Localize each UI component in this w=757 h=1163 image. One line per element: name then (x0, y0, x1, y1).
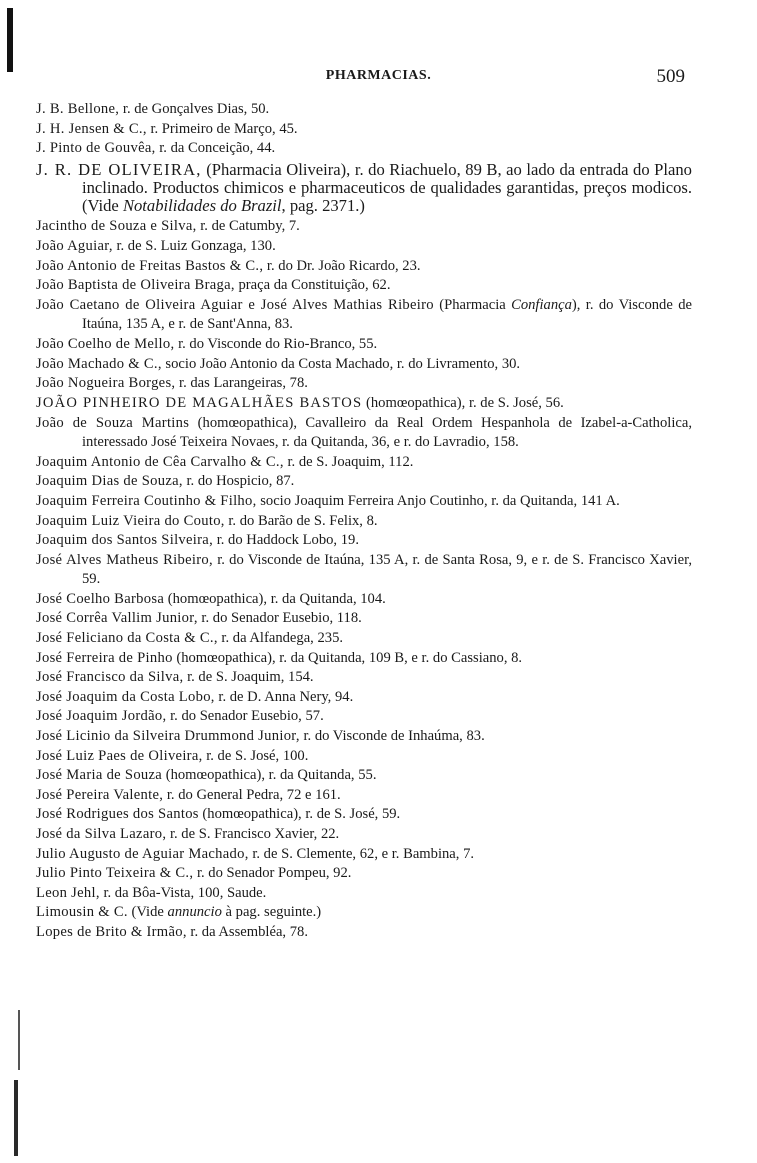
entry-name: José Joaquim Jordão, (36, 708, 167, 725)
list-item (36, 257, 692, 277)
list-item (36, 492, 692, 512)
list-item (36, 453, 692, 473)
pharmacy-list (36, 100, 692, 943)
list-item (36, 551, 692, 590)
entry-address: r. de S. Luiz Gonzaga, 130. (112, 237, 276, 254)
entry-name: J. B. Bellone, (36, 101, 120, 117)
entry-name: José Joaquim da Costa Lobo, (36, 688, 215, 705)
entry-pharmacy-name: Confiança (511, 296, 572, 313)
entry-name: João Antonio de Freitas Bastos & C., (36, 257, 264, 274)
list-item (36, 668, 692, 688)
list-item (36, 355, 692, 375)
entry-address: (homœopathica), r. de S. José, 56. (362, 394, 564, 411)
list-item (36, 903, 692, 923)
list-item (36, 786, 692, 806)
list-item (36, 217, 692, 237)
list-item (36, 727, 692, 747)
page-number: 509 (656, 66, 685, 87)
list-item (36, 805, 692, 825)
list-item-featured (36, 161, 692, 216)
entry-name: José Feliciano da Costa & C., (36, 630, 218, 647)
list-item (36, 747, 692, 767)
list-item (36, 864, 692, 884)
entry-name: Joaquim dos Santos Silveira, (36, 532, 214, 549)
entry-address: (homœopathica), r. da Quitanda, 55. (162, 767, 377, 784)
list-item (36, 296, 692, 335)
entry-address: r. do Senador Pompeu, 92. (193, 865, 352, 882)
entry-address: r. de Gonçalves Dias, 50. (119, 101, 270, 117)
entry-address: r. de S. José, 100. (202, 747, 309, 764)
entry-name: João Nogueira Borges, (36, 375, 176, 392)
entry-reference: Notabilidades do Brazil (122, 196, 282, 216)
entry-address: r. de S. Joaquim, 154. (183, 669, 314, 686)
entry-name: José Alves Matheus Ribeiro, (36, 551, 213, 568)
entry-name: José Luiz Paes de Oliveira, (36, 747, 203, 764)
entry-name: Jacintho de Souza e Silva, (36, 218, 197, 235)
entry-address: (Pharmacia Oliveira), r. do Riachuelo, 89 B, ao lado da entrada do Plano inclinado. Productos chimicos e pharmaceuticos de qualidades garantidas, preços modicos. (Vide (82, 159, 692, 216)
entry-reference-tail: , pag. 2371.) (281, 196, 365, 216)
list-item (36, 629, 692, 649)
entry-address: r. da Assembléa, 78. (186, 923, 308, 940)
entry-address: r. do Visconde de Itaúna, 135 A, r. de Santa Rosa, 9, e r. de S. Francisco Xavier, 59. (82, 551, 692, 588)
list-item (36, 590, 692, 610)
entry-address: r. da Conceição, 44. (155, 140, 276, 157)
entry-address: r. da Bôa-Vista, 100, Saude. (99, 884, 267, 901)
entry-address: r. da Alfandega, 235. (217, 630, 344, 647)
entry-address: r. do Haddock Lobo, 19. (213, 532, 359, 549)
list-item (36, 884, 692, 904)
list-item (36, 923, 692, 943)
entry-address: r. Primeiro de Março, 45. (146, 120, 298, 137)
entry-reference: annuncio (167, 904, 222, 921)
list-item (36, 237, 692, 257)
entry-address: r. do Barão de S. Felix, 8. (224, 512, 378, 529)
list-item (36, 472, 692, 492)
list-item (36, 845, 692, 865)
entry-name: Joaquim Antonio de Cêa Carvalho & C., (36, 453, 284, 470)
list-item (36, 139, 692, 159)
list-item-featured (36, 394, 692, 414)
entry-name: Leon Jehl, (36, 884, 100, 901)
entry-name: João Caetano de Oliveira Aguiar e José Alves Mathias Ribeiro (36, 296, 434, 313)
entry-name: Julio Augusto de Aguiar Machado, (36, 845, 249, 862)
entry-name: José Rodrigues dos Santos (36, 806, 199, 823)
entry-name: João Aguiar, (36, 237, 113, 254)
entry-reference-tail: à pag. seguinte.) (221, 904, 322, 921)
entry-name: João Baptista de Oliveira Braga, (36, 277, 235, 294)
entry-name: Julio Pinto Teixeira & C., (36, 865, 194, 882)
entry-name: Limousin & C. (36, 904, 128, 921)
entry-address: r. do General Pedra, 72 e 161. (163, 786, 341, 803)
list-item (36, 531, 692, 551)
binding-mark-side (18, 1010, 20, 1070)
binding-mark-bottom (14, 1080, 18, 1156)
entry-address: r. do Dr. João Ricardo, 23. (263, 257, 421, 274)
list-item (36, 100, 692, 120)
list-item (36, 766, 692, 786)
list-item (36, 335, 692, 355)
entry-address: praça da Constituição, 62. (234, 277, 391, 294)
entry-address: r. de S. Francisco Xavier, 22. (166, 826, 340, 842)
entry-name: João Machado & C., (36, 355, 162, 372)
binding-mark-top (7, 8, 13, 72)
entry-address: r. de S. Joaquim, 112. (283, 453, 414, 470)
entry-name: José Ferreira de Pinho (36, 649, 173, 666)
list-item (36, 276, 692, 296)
entry-address: (Vide (127, 904, 168, 921)
list-item (36, 512, 692, 532)
entry-address: r. do Visconde de Inhaúma, 83. (299, 728, 485, 745)
entry-address: socio João Antonio da Costa Machado, r. do Livramento, 30. (161, 355, 521, 372)
entry-address: r. do Senador Eusebio, 118. (197, 610, 362, 627)
list-item (36, 825, 692, 845)
entry-address: r. de D. Anna Nery, 94. (214, 688, 354, 705)
page-header (0, 66, 757, 90)
entry-name: José Maria de Souza (36, 767, 163, 784)
entry-address: r. das Larangeiras, 78. (175, 375, 308, 392)
entry-address: socio Joaquim Ferreira Anjo Coutinho, r. da Quitanda, 141 A. (256, 492, 620, 509)
entry-address: r. de Catumby, 7. (196, 218, 300, 235)
entry-address: (homœopathica), r. da Quitanda, 104. (164, 590, 386, 607)
entry-name: Lopes de Brito & Irmão, (36, 923, 187, 940)
running-title: PHARMACIAS. (325, 68, 432, 83)
entry-address: r. de S. Clemente, 62, e r. Bambina, 7. (248, 845, 475, 862)
entry-name: Joaquim Ferreira Coutinho & Filho, (36, 492, 257, 509)
entry-name: João de Souza Martins (36, 414, 190, 431)
entry-address: (Pharmacia (433, 296, 512, 313)
entry-name: JOÃO PINHEIRO DE MAGALHÃES BASTOS (36, 394, 363, 411)
entry-name: João Coelho de Mello, (36, 335, 175, 352)
entry-name: Joaquim Dias de Souza, (36, 473, 183, 490)
entry-name: José Francisco da Silva, (36, 669, 184, 686)
list-item (36, 120, 692, 140)
list-item (36, 688, 692, 708)
entry-address: (homœopathica), r. da Quitanda, 109 B, e r. do Cassiano, 8. (172, 649, 523, 666)
entry-name: José Licinio da Silveira Drummond Junior, (36, 728, 300, 745)
entry-name: J. Pinto de Gouvêa, (36, 140, 156, 157)
list-item (36, 374, 692, 394)
entry-address: r. do Hospicio, 87. (182, 473, 295, 490)
list-item (36, 414, 692, 453)
entry-name: J. H. Jensen & C., (36, 120, 147, 137)
entry-address-tail: ), r. do Visconde de Itaúna, 135 A, e r. de Sant'Anna, 83. (82, 296, 692, 333)
entry-address: r. do Visconde do Rio-Branco, 55. (174, 335, 378, 352)
entry-name: José Coelho Barbosa (36, 590, 165, 607)
entry-address: r. do Senador Eusebio, 57. (166, 708, 324, 725)
list-item (36, 609, 692, 629)
entry-address: (homœopathica), r. de S. José, 59. (198, 806, 401, 823)
list-item (36, 707, 692, 727)
entry-name: José Pereira Valente, (36, 786, 164, 803)
list-item (36, 649, 692, 669)
entry-name: Joaquim Luiz Vieira do Couto, (36, 512, 225, 529)
entry-name: J. R. DE OLIVEIRA, (36, 159, 202, 179)
entry-name: José Corrêa Vallim Junior, (36, 610, 198, 627)
entry-name: José da Silva Lazaro, (36, 826, 167, 842)
entry-address: (homœopathica), Cavalleiro da Real Ordem Hespanhola de Izabel-a-Catholica, interessado José Teixeira Novaes, r. da Quitanda, 36, e r. do Lavradio, 158. (82, 414, 692, 451)
